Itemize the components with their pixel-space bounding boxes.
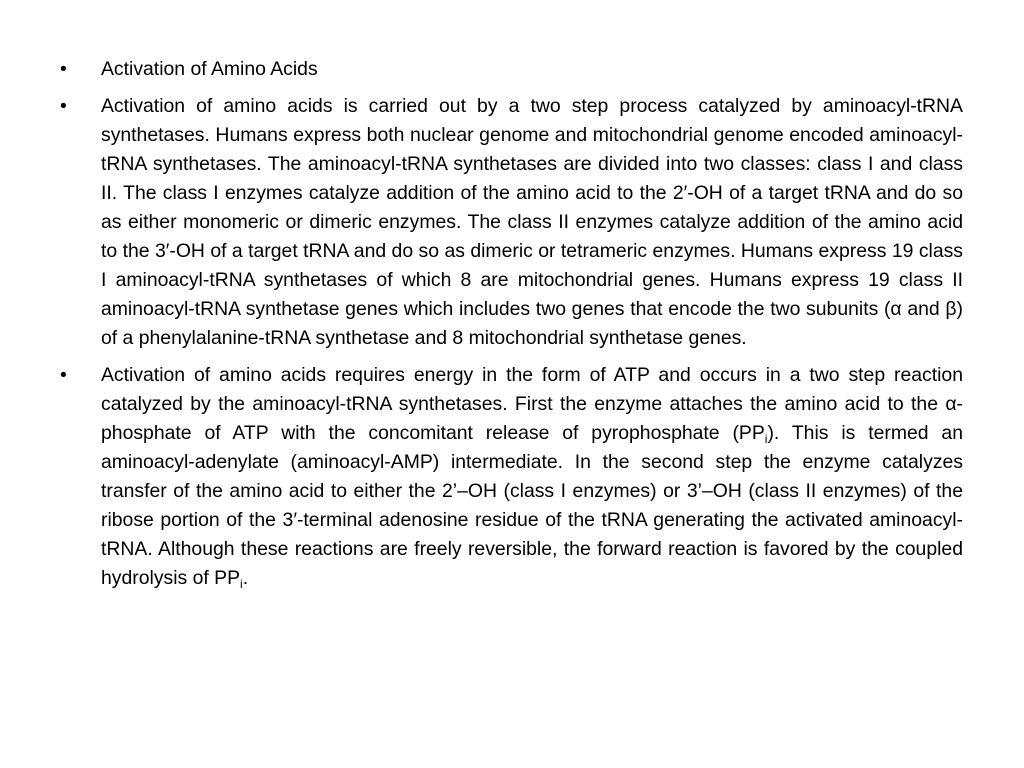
bullet-text (101, 361, 963, 593)
bullet-list (60, 55, 963, 601)
bullet-text: Activation of amino acids is carried out by a two step process catalyzed by aminoacyl-tRNA synthetases. Humans express both nuclear genome and mitochondrial genome encoded aminoacyl-tRNA synthetases. The aminoacyl-tRNA synthetases are divided into two classes: class I and class II. The class I enzymes catalyze addition of the amino acid to the 2′-OH of a target tRNA and do so as either monomeric or dimeric enzymes. The class II enzymes catalyze addition of the amino acid to the 3′-OH of a target tRNA and do so as dimeric or tetrameric enzymes. Humans express 19 class I aminoacyl-tRNA synthetases of which 8 are mitochondrial genes. Humans express 19 class II aminoacyl-tRNA synthetase genes which includes two genes that encode the two subunits (α and β) of a phenylalanine-tRNA synthetase and 8 mitochondrial synthetase genes. (101, 95, 963, 349)
subscript: i (240, 577, 243, 591)
text-segment: . (242, 567, 249, 589)
bullet-marker: • (60, 364, 67, 386)
subscript: i (764, 432, 768, 446)
bullet-item-title (60, 55, 963, 84)
bullet-item-energy (60, 361, 963, 593)
bullet-marker: • (60, 95, 67, 117)
bullet-marker: • (60, 58, 67, 80)
text-segment: ). This is termed an aminoacyl-adenylate (aminoacyl-AMP) intermediate. In the second step the enzyme catalyzes transfer of the amino acid to either the 2’–OH (class I enzymes) or 3’–OH (class II enzymes) of the ribose portion of the 3′-terminal adenosine residue of the tRNA generating the activated aminoacyl-tRNA. Although these reactions are freely reversible, the forward reaction is favored by the coupled hydrolysis of PP (101, 422, 963, 589)
bullet-item-synthetases (60, 92, 963, 353)
text-segment: Activation of amino acids requires energy in the form of ATP and occurs in a two step reaction catalyzed by the aminoacyl-tRNA synthetases. First the enzyme attaches the amino acid to the α-phosphate of ATP with the concomitant release of pyrophosphate (PP (101, 364, 963, 444)
bullet-text: Activation of Amino Acids (101, 58, 318, 80)
